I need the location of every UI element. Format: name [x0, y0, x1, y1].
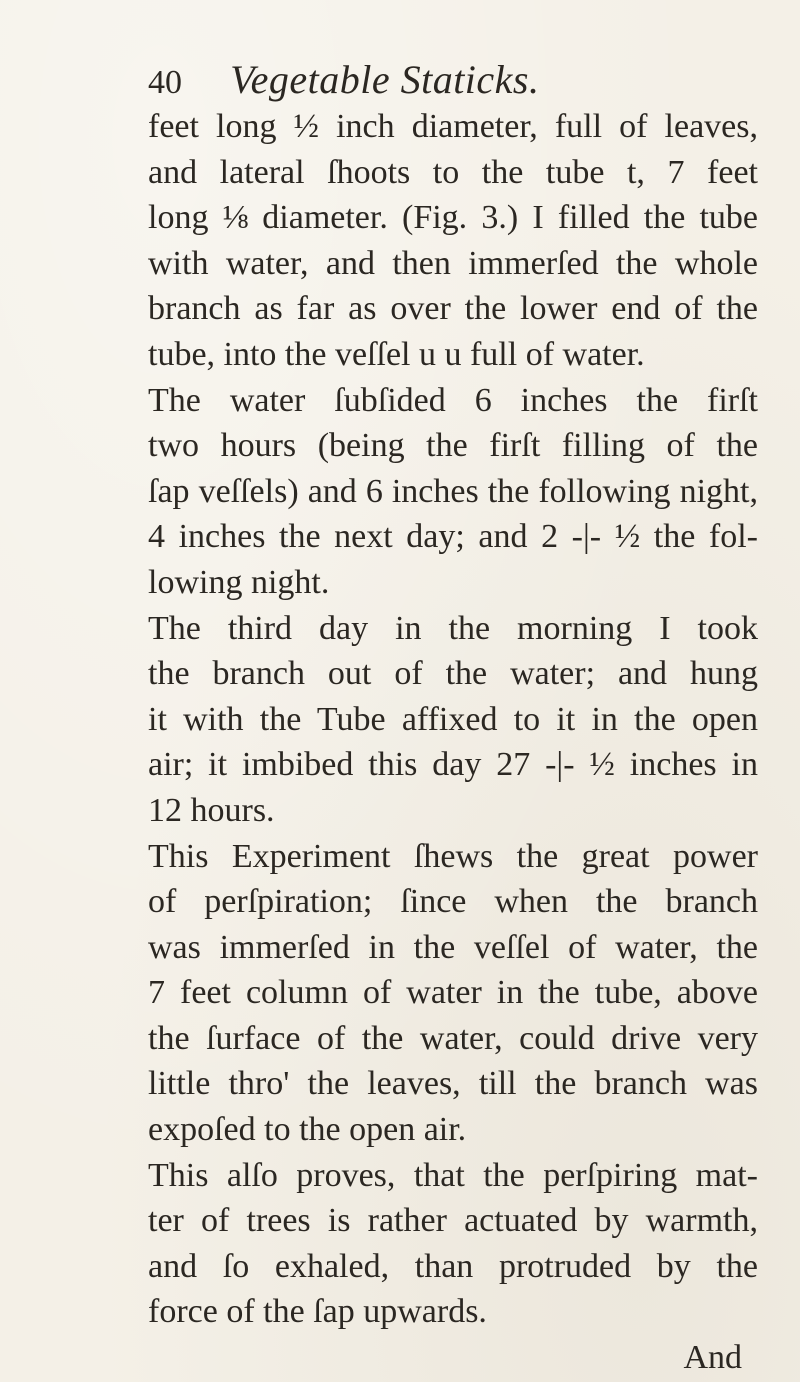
text-line: was immerſed in the veſſel of water, the: [148, 928, 758, 966]
text-line: with water, and then immerſed the whole: [148, 244, 758, 282]
catchword: And: [683, 1339, 742, 1377]
text-line: long ⅛ diameter. (Fig. 3.) I filled the tube: [148, 199, 758, 237]
text-line: branch as far as over the lower end of the: [148, 290, 758, 328]
body-text: [148, 104, 758, 1381]
text-line: tube, into the veſſel u u full of water.: [148, 335, 645, 373]
text-line: and ſo exhaled, than protruded by the: [148, 1247, 758, 1285]
text-line: ſap veſſels) and 6 inches the following night,: [148, 472, 758, 510]
text-line: and lateral ſhoots to the tube t, 7 feet: [148, 153, 758, 191]
text-line: 12 hours.: [148, 791, 275, 829]
text-line: air; it imbibed this day 27 -|- ½ inches in: [148, 746, 758, 784]
page-number: 40: [148, 64, 182, 101]
paragraph-start-line: The third day in the morning I took: [148, 609, 758, 647]
text-line: of perſpiration; ſince when the branch: [148, 883, 758, 921]
paragraph-start-line: This Experiment ſhews the great power: [148, 837, 758, 875]
text-line: ter of trees is rather actuated by warmth,: [148, 1202, 758, 1240]
text-line: expoſed to the open air.: [148, 1111, 467, 1149]
paragraph-start-line: This alſo proves, that the perſpiring mat-: [148, 1156, 758, 1194]
text-line: lowing night.: [148, 563, 330, 601]
text-line: force of the ſap upwards.: [148, 1293, 487, 1331]
text-line: 4 inches the next day; and 2 -|- ½ the fol-: [148, 518, 758, 556]
page-header: [148, 55, 668, 105]
paragraph-start-line: The water ſubſided 6 inches the firſt: [148, 381, 758, 419]
text-line: little thro' the leaves, till the branch was: [148, 1065, 758, 1103]
running-head: Vegetable Staticks.: [230, 57, 540, 102]
text-line: it with the Tube affixed to it in the open: [148, 700, 758, 738]
text-line: two hours (being the firſt filling of the: [148, 427, 758, 465]
text-line: 7 feet column of water in the tube, above: [148, 974, 758, 1012]
text-line: the branch out of the water; and hung: [148, 655, 758, 693]
text-line: feet long ½ inch diameter, full of leaves,: [148, 108, 758, 145]
text-line: the ſurface of the water, could drive very: [148, 1019, 758, 1057]
